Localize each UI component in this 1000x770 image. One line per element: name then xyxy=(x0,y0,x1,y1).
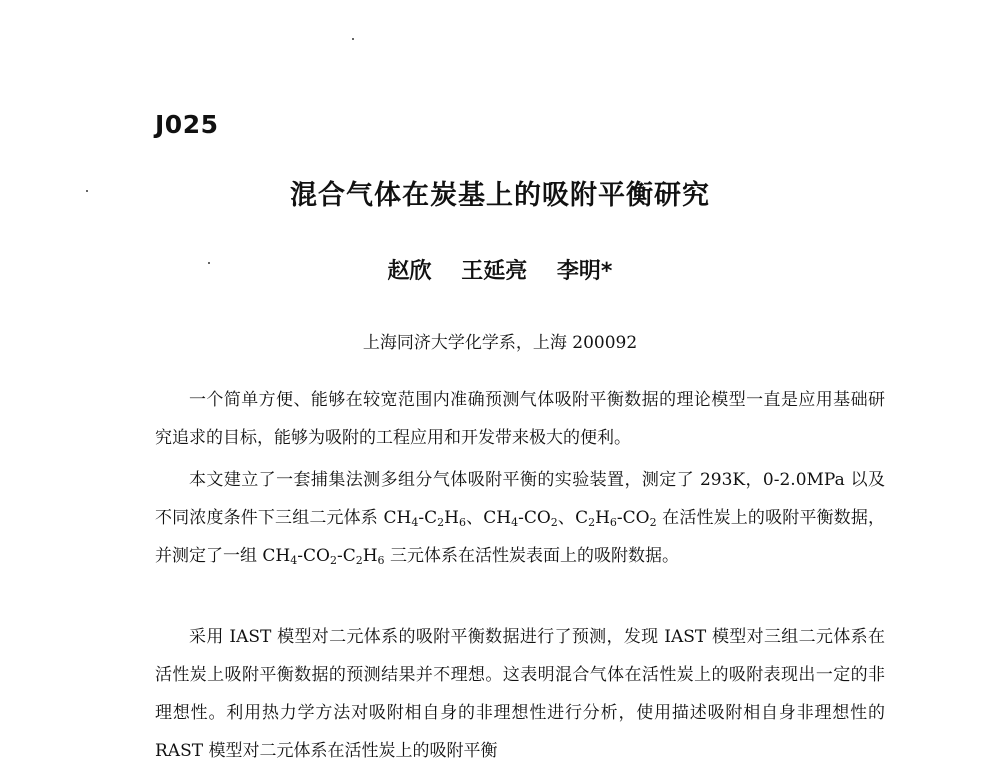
subscript: 4 xyxy=(290,554,298,567)
text-run: 三元体系在活性炭表面上的吸附数据。 xyxy=(384,546,679,566)
subscript: 2 xyxy=(649,516,657,529)
paper-code: J025 xyxy=(155,110,219,139)
subscript: 6 xyxy=(458,516,466,529)
scan-speck xyxy=(352,38,354,40)
text-run: 、C xyxy=(557,508,589,528)
body-paragraph xyxy=(155,461,885,575)
text-run: -C xyxy=(418,508,438,528)
body-paragraph: 采用 IAST 模型对二元体系的吸附平衡数据进行了预测，发现 IAST 模型对三组二元体系在活性炭上吸附平衡数据的预测结果并不理想。这表明混合气体在活性炭上的吸附表现出一定的非理想性。利用热力学方法对吸附相自身的非理想性进行分析，使用描述吸附相自身非理想性的 RAST 模型对二元体系在活性炭上的吸附平衡 xyxy=(155,627,885,761)
subscript: 2 xyxy=(550,516,558,529)
subscript: 6 xyxy=(377,554,385,567)
text-run: -CO xyxy=(616,508,650,528)
author-name: 李明* xyxy=(556,259,613,284)
text-run: -C xyxy=(336,546,356,566)
subscript: 4 xyxy=(511,516,519,529)
author-list xyxy=(0,254,1000,285)
subscript: 2 xyxy=(329,554,337,567)
text-run: H xyxy=(362,546,378,566)
text-run: -CO xyxy=(518,508,551,528)
subscript: 6 xyxy=(609,516,617,529)
paper-title: 混合气体在炭基上的吸附平衡研究 xyxy=(290,180,710,211)
subscript: 4 xyxy=(411,516,419,529)
text-run: 在活性炭上的吸附平衡数据，并测定了一组 CH xyxy=(155,508,885,566)
author-name: 王延亮 xyxy=(461,259,528,284)
text-run: H xyxy=(444,508,459,528)
text-run: 本文建立了一套捕集法测多组分气体吸附平衡的实验装置，测定了 293K，0-2.0MPa 以及不同浓度条件下三组二元体系 CH xyxy=(155,470,885,528)
subscript: 2 xyxy=(588,516,596,529)
body-paragraph: 一个简单方便、能够在较宽范围内准确预测气体吸附平衡数据的理论模型一直是应用基础研究追求的目标，能够为吸附的工程应用和开发带来极大的便利。 xyxy=(155,390,885,448)
subscript: 2 xyxy=(437,516,445,529)
affiliation: 上海同济大学化学系，上海 200092 xyxy=(362,333,638,353)
text-run: H xyxy=(595,508,610,528)
text-run: -CO xyxy=(297,546,330,566)
text-run: 、CH xyxy=(465,508,512,528)
author-name: 赵欣 xyxy=(387,259,432,284)
subscript: 2 xyxy=(355,554,363,567)
